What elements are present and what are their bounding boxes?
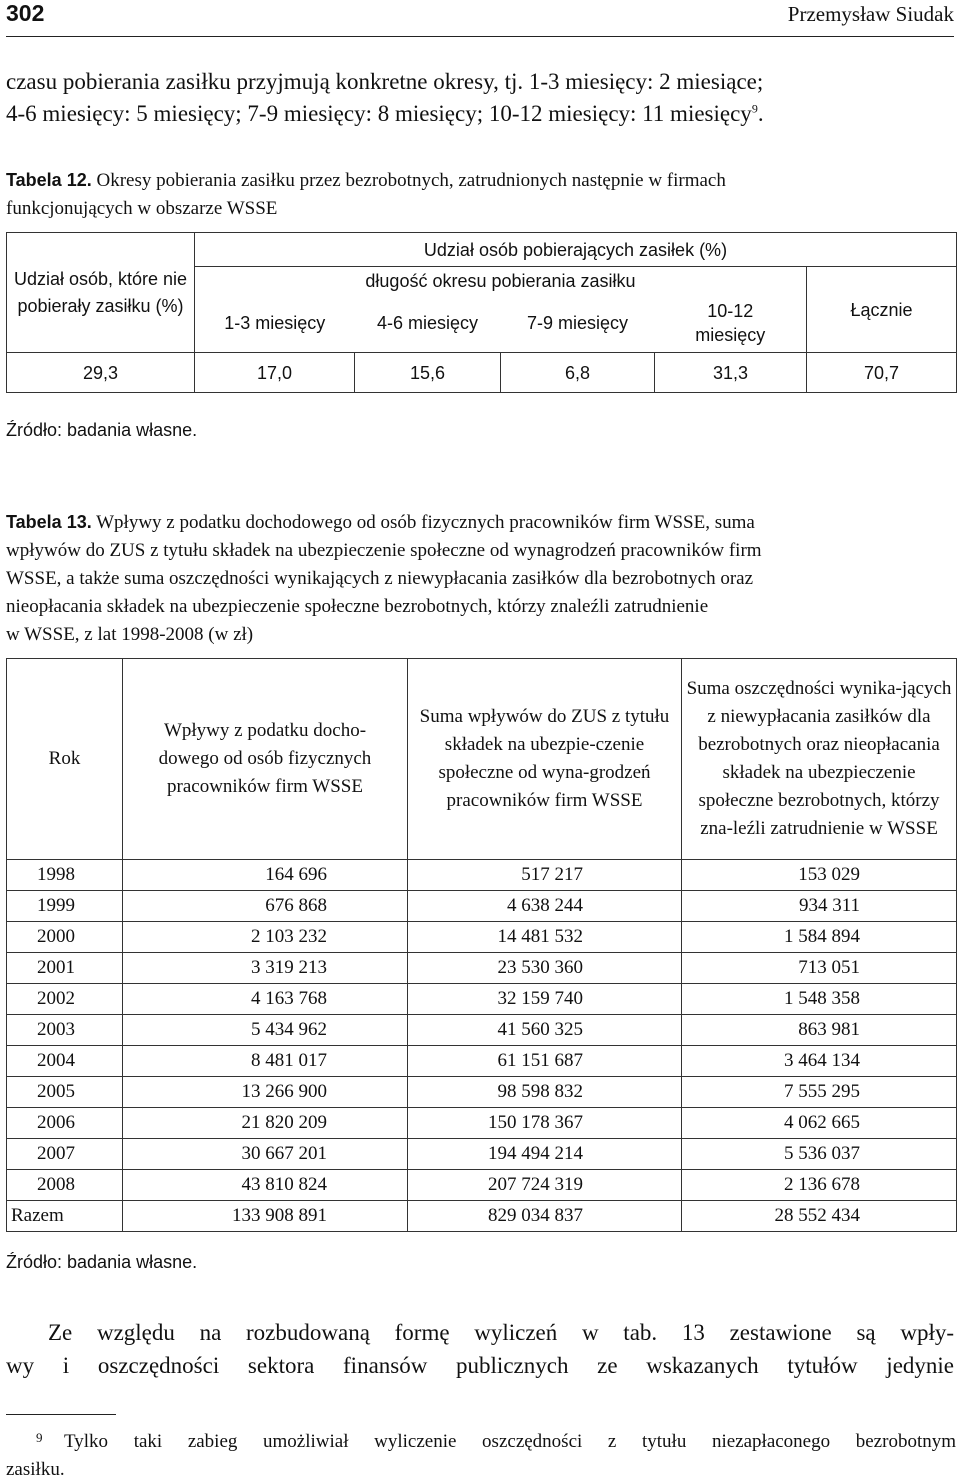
footnote-number: 9 bbox=[36, 1430, 43, 1445]
footnote-rule bbox=[6, 1414, 116, 1415]
table13-caption-line-2: wpływów do ZUS z tytułu składek na ubezpieczenie społeczne od wynagrodzeń pracowników firm bbox=[6, 540, 762, 561]
table13-cell-zus: 207 724 319 bbox=[408, 1170, 682, 1201]
table13-cell-zus: 150 178 367 bbox=[408, 1108, 682, 1139]
table12-caption-text-1: Okresy pobierania zasiłku przez bezrobotnych, zatrudnionych następnie w firmach bbox=[91, 170, 726, 191]
table13-header-zus: Suma wpływów do ZUS z tytułu składek na ubezpie-czenie społeczne od wyna-grodzeń pracowników firm WSSE bbox=[408, 659, 682, 860]
table13-caption bbox=[6, 508, 956, 649]
table13-cell-savings: 713 051 bbox=[682, 953, 957, 984]
table13-cell-tax: 43 810 824 bbox=[123, 1170, 408, 1201]
table13-cell-zus: 23 530 360 bbox=[408, 953, 682, 984]
table12 bbox=[6, 232, 957, 393]
table12-cell: 17,0 bbox=[195, 353, 355, 393]
table13-cell-zus: 32 159 740 bbox=[408, 984, 682, 1015]
table13-cell-tax: 676 868 bbox=[123, 891, 408, 922]
running-header-author: Przemysław Siudak bbox=[787, 2, 954, 26]
table13-cell-zus: 194 494 214 bbox=[408, 1139, 682, 1170]
table13-header-row bbox=[7, 659, 957, 860]
table13-cell-savings: 2 136 678 bbox=[682, 1170, 957, 1201]
table13-caption-line-1 bbox=[6, 508, 956, 537]
table13-cell-savings: 934 311 bbox=[682, 891, 957, 922]
table13-cell-tax: 133 908 891 bbox=[123, 1201, 408, 1232]
body-line-2: wy i oszczędności sektora finansów publicznych ze wskazanych tytułów jedynie bbox=[6, 1353, 954, 1378]
table13 bbox=[6, 658, 957, 1232]
intro-line-2-text: 4-6 miesięcy: 5 miesięcy; 7-9 miesięcy: 8 miesięcy; 10-12 miesięcy: 11 miesięcy bbox=[6, 101, 752, 126]
footnote bbox=[6, 1424, 956, 1484]
table-row bbox=[7, 1201, 957, 1232]
table12-header-period-1: 1-3 miesięcy bbox=[195, 295, 355, 353]
table13-cell-zus: 41 560 325 bbox=[408, 1015, 682, 1046]
table-row bbox=[7, 1139, 957, 1170]
table13-cell-savings: 5 536 037 bbox=[682, 1139, 957, 1170]
table13-caption-line-4: nieopłacania składek na ubezpieczenie społeczne bezrobotnych, którzy znaleźli zatrudnienie bbox=[6, 596, 709, 617]
table-row bbox=[7, 353, 957, 393]
footnote-text-1: Tylko taki zabieg umożliwiał wyliczenie oszczędności z tytułu niezapłaconego bezrobotnym bbox=[64, 1431, 956, 1452]
table12-cell: 6,8 bbox=[501, 353, 655, 393]
table13-header-tax: Wpływy z podatku docho-dowego od osób fizycznych pracowników firm WSSE bbox=[123, 659, 408, 860]
table13-cell-year: 1998 bbox=[7, 860, 123, 891]
table12-cell: 15,6 bbox=[355, 353, 501, 393]
table13-cell-year: 2007 bbox=[7, 1139, 123, 1170]
table12-label: Tabela 12. bbox=[6, 170, 92, 190]
table13-cell-savings: 28 552 434 bbox=[682, 1201, 957, 1232]
table-row bbox=[7, 1077, 957, 1108]
running-header bbox=[6, 0, 954, 37]
table13-caption-line-3: WSSE, a także suma oszczędności wynikających z niewypłacania zasiłków dla bezrobotnych oraz bbox=[6, 568, 754, 589]
table13-cell-tax: 4 163 768 bbox=[123, 984, 408, 1015]
table-row bbox=[7, 953, 957, 984]
table13-header-savings: Suma oszczędności wynika-jących z niewypłacania zasiłków dla bezrobotnych oraz nieopłacania składek na ubezpieczenie społeczne bezrobotnych, którzy zna-leźli zatrudnienie w WSSE bbox=[682, 659, 957, 860]
table13-cell-zus: 517 217 bbox=[408, 860, 682, 891]
table13-cell-tax: 2 103 232 bbox=[123, 922, 408, 953]
table-row bbox=[7, 860, 957, 891]
table12-source: Źródło: badania własne. bbox=[6, 420, 198, 440]
page-number: 302 bbox=[6, 0, 45, 26]
table13-cell-savings: 4 062 665 bbox=[682, 1108, 957, 1139]
table-row bbox=[7, 1015, 957, 1046]
table-row bbox=[7, 984, 957, 1015]
table-row bbox=[7, 1170, 957, 1201]
table13-cell-savings: 1 584 894 bbox=[682, 922, 957, 953]
footnote-line-1 bbox=[6, 1424, 956, 1456]
footnote-ref[interactable]: 9 bbox=[751, 101, 758, 116]
table13-label: Tabela 13. bbox=[6, 512, 92, 532]
table12-caption bbox=[6, 166, 956, 223]
table13-cell-year: 2004 bbox=[7, 1046, 123, 1077]
table12-cell: 70,7 bbox=[807, 353, 957, 393]
table13-body bbox=[7, 860, 957, 1232]
table12-caption-line-2: funkcjonujących w obszarze WSSE bbox=[6, 198, 278, 219]
body-paragraph bbox=[6, 1316, 954, 1382]
table13-cell-tax: 30 667 201 bbox=[123, 1139, 408, 1170]
intro-paragraph bbox=[6, 66, 954, 130]
table-row bbox=[7, 1108, 957, 1139]
table13-caption-text-1: Wpływy z podatku dochodowego od osób fizycznych pracowników firm WSSE, suma bbox=[91, 512, 755, 533]
table13-cell-year: 2008 bbox=[7, 1170, 123, 1201]
table13-caption-line-5: w WSSE, z lat 1998-2008 (w zł) bbox=[6, 624, 254, 645]
table-row bbox=[7, 1046, 957, 1077]
table13-cell-year: Razem bbox=[7, 1201, 123, 1232]
table12-cell: 31,3 bbox=[655, 353, 807, 393]
table13-cell-tax: 3 319 213 bbox=[123, 953, 408, 984]
table12-header-period-2: 4-6 miesięcy bbox=[355, 295, 501, 353]
table13-cell-zus: 14 481 532 bbox=[408, 922, 682, 953]
table12-header-period-4: 10-12 miesięcy bbox=[655, 295, 807, 353]
table13-cell-year: 2002 bbox=[7, 984, 123, 1015]
table12-header-not-receiving: Udział osób, które nie pobierały zasiłku (%) bbox=[7, 233, 195, 353]
intro-line-2-end: . bbox=[757, 101, 764, 126]
table13-header-year: Rok bbox=[7, 659, 123, 860]
table13-cell-tax: 164 696 bbox=[123, 860, 408, 891]
table13-cell-savings: 153 029 bbox=[682, 860, 957, 891]
table13-cell-tax: 8 481 017 bbox=[123, 1046, 408, 1077]
table13-cell-zus: 98 598 832 bbox=[408, 1077, 682, 1108]
table13-cell-tax: 13 266 900 bbox=[123, 1077, 408, 1108]
table12-header-group: Udział osób pobierających zasiłek (%) bbox=[195, 233, 957, 267]
table13-cell-tax: 5 434 962 bbox=[123, 1015, 408, 1046]
table-row bbox=[7, 891, 957, 922]
table13-source: Źródło: badania własne. bbox=[6, 1252, 198, 1272]
body-line-1: Ze względu na rozbudowaną formę wyliczeń w tab. 13 zestawione są wpły- bbox=[48, 1320, 954, 1345]
table13-cell-zus: 61 151 687 bbox=[408, 1046, 682, 1077]
intro-line-1: czasu pobierania zasiłku przyjmują konkretne okresy, tj. 1-3 miesięcy: 2 miesiące; bbox=[6, 69, 764, 94]
table13-cell-savings: 863 981 bbox=[682, 1015, 957, 1046]
table12-cell: 29,3 bbox=[7, 353, 195, 393]
table13-cell-savings: 1 548 358 bbox=[682, 984, 957, 1015]
table13-cell-savings: 3 464 134 bbox=[682, 1046, 957, 1077]
table13-cell-year: 1999 bbox=[7, 891, 123, 922]
table13-cell-savings: 7 555 295 bbox=[682, 1077, 957, 1108]
intro-line-2 bbox=[6, 98, 954, 130]
table13-cell-year: 2006 bbox=[7, 1108, 123, 1139]
table12-header-subgroup: długość okresu pobierania zasiłku bbox=[195, 267, 807, 295]
footnote-line-2: zasiłku. bbox=[6, 1459, 65, 1480]
table13-cell-year: 2000 bbox=[7, 922, 123, 953]
table12-header-total: Łącznie bbox=[807, 267, 957, 353]
table13-cell-zus: 829 034 837 bbox=[408, 1201, 682, 1232]
table-row bbox=[7, 922, 957, 953]
table13-cell-year: 2001 bbox=[7, 953, 123, 984]
table13-cell-tax: 21 820 209 bbox=[123, 1108, 408, 1139]
table13-cell-zus: 4 638 244 bbox=[408, 891, 682, 922]
table12-caption-line-1 bbox=[6, 166, 956, 195]
table13-cell-year: 2005 bbox=[7, 1077, 123, 1108]
table12-header-period-3: 7-9 miesięcy bbox=[501, 295, 655, 353]
table13-cell-year: 2003 bbox=[7, 1015, 123, 1046]
